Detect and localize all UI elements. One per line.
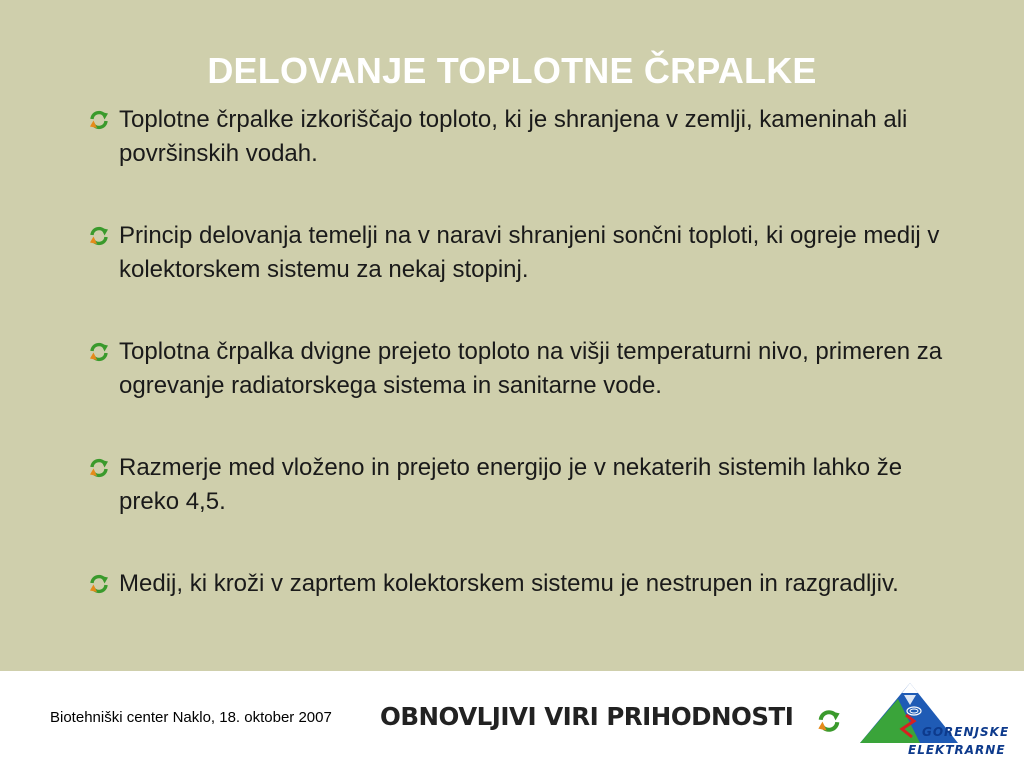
recycle-arrows-icon: [88, 457, 110, 479]
bullet-text: Toplotna črpalka dvigne prejeto toploto na višji temperaturni nivo, primeren za ogrevanje radiatorskega sistema in sanitarne vode.: [119, 338, 943, 399]
recycle-arrows-icon: [88, 341, 110, 363]
logo-text-line2: ELEKTRARNE: [908, 743, 1006, 757]
bullet-text: Princip delovanja temelji na v naravi shranjeni sončni toploti, ki ogreje medij v kolektorskem sistemu za nekaj stopinj.: [119, 222, 940, 283]
bullet-item: [88, 103, 968, 171]
bullet-item: [88, 567, 968, 601]
bullet-list: [88, 103, 968, 649]
company-logo: [858, 681, 1018, 765]
bullet-item: [88, 219, 968, 287]
logo-text-line1: GORENJSKE: [922, 725, 1010, 739]
footer: [0, 671, 1024, 768]
slide-title: DELOVANJE TOPLOTNE ČRPALKE: [207, 50, 817, 91]
event-caption: Biotehniški center Naklo, 18. oktober 2007: [50, 709, 332, 726]
recycle-arrows-icon: [88, 573, 110, 595]
recycle-arrows-icon: [88, 109, 110, 131]
bullet-item: [88, 335, 968, 403]
recycle-arrows-icon: [816, 708, 842, 734]
bullet-item: [88, 451, 968, 519]
bullet-text: Toplotne črpalke izkoriščajo toploto, ki je shranjena v zemlji, kameninah ali površinskih vodah.: [119, 106, 908, 167]
bullet-text: Medij, ki kroži v zaprtem kolektorskem sistemu je nestrupen in razgradljiv.: [119, 570, 899, 597]
recycle-arrows-icon: [88, 225, 110, 247]
bullet-text: Razmerje med vloženo in prejeto energijo je v nekaterih sistemih lahko že preko 4,5.: [119, 454, 903, 515]
banner-title: OBNOVLJIVI VIRI PRIHODNOSTI: [380, 702, 794, 731]
